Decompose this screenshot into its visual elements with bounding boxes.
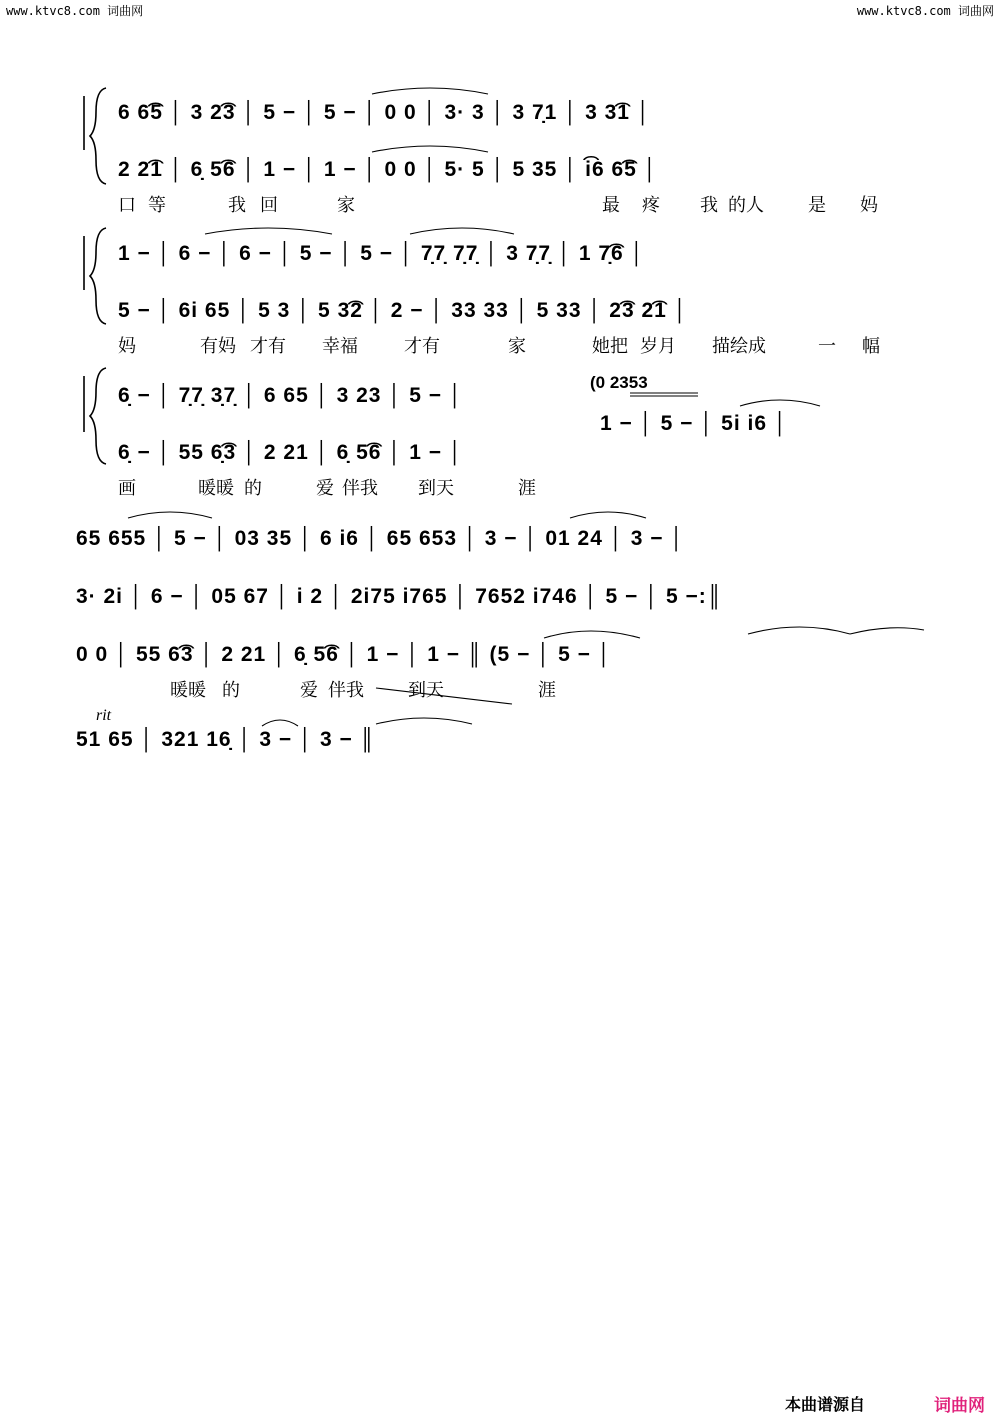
tie (372, 88, 488, 94)
lyric-syllable: 有妈 (200, 336, 236, 356)
lyric-syllable: 是 (808, 195, 826, 215)
melody-notes: 65 655 │ 5 − │ 03 35 │ 6 i6 │ 65 653 │ 3 − │ 01 24 │ 3 − │ (76, 527, 685, 550)
lyric-syllable: 暖暖 (170, 680, 206, 700)
tie (748, 627, 850, 634)
tie (850, 628, 924, 634)
lyric-syllable: 等 (148, 195, 166, 215)
lyric-syllable: 最 (602, 195, 620, 215)
lyric-syllable: 画 (118, 478, 136, 498)
upper-voice-line: 1 − │ 6 − │ 6 − │ 5 − │ 5 − │ 7̣7̣ 7̣7̣ │ 3 7̣7̣ │ 1 7̣͡6 │ (118, 242, 645, 265)
tie (205, 228, 332, 234)
lyric-syllable: 涯 (538, 680, 556, 700)
lyric-syllable: 的人 (728, 195, 764, 215)
lower-voice-line: 5 − │ 6i 65 │ 5 3 │ 5 3͡2 │ 2 − │ 33 33 │ 5 33 │ 2͡3 2͡1 │ (118, 299, 688, 322)
lyric-syllable: 她把 (592, 336, 628, 356)
brace (90, 88, 106, 184)
tie (410, 228, 514, 234)
lyric-syllable: 家 (508, 336, 526, 356)
lyric-syllable: 我 (228, 195, 246, 215)
tie (372, 146, 488, 152)
lyric-syllable: 妈 (118, 336, 136, 356)
lyric-syllable: 幸福 (322, 336, 358, 356)
footer-brand-logo[interactable]: 词曲网 (934, 1396, 985, 1416)
lyric-syllable: 伴我 (342, 478, 378, 498)
tie (544, 631, 640, 638)
tie (570, 512, 646, 518)
melody-line-5 (76, 583, 723, 610)
lyric-syllable: 到天 (418, 478, 454, 498)
melody-line-7 (76, 707, 472, 753)
lyric-syllable: 回 (260, 195, 278, 215)
tie (262, 720, 298, 726)
upper-voice-line: 6̣ − │ 7̣7̣ 3̣7̣ │ 6 65 │ 3 23 │ 5 − │ (118, 384, 463, 407)
lyric-syllable: 涯 (518, 478, 536, 498)
lyric-syllable: 到天 (408, 680, 444, 700)
melody-notes: 51 65 │ 321 16̣ │ 3 − │ 3 − ║ (76, 728, 376, 751)
hairline (376, 688, 512, 704)
header-site-right[interactable]: www.ktvc8.com 词曲网 (856, 4, 994, 18)
lyric-syllable: 妈 (860, 195, 878, 215)
tie (128, 512, 212, 518)
system-1 (84, 88, 878, 215)
lower-voice-line: 6̣ − │ 55 6̣͡3 │ 2 21 │ 6̣ 5͡6 │ 1 − │ (118, 441, 463, 464)
lower-voice-line: 2 2͡1 │ 6̣ 5͡6 │ 1 − │ 1 − │ 0 0 │ 5· 5 │ 5 35 │ i͡6 6͡5 │ (118, 158, 658, 181)
lyric-syllable: 口 (118, 195, 136, 215)
lyric-syllable: 一 (818, 336, 836, 356)
melody-notes: 3· 2i │ 6 − │ 05 67 │ i 2 │ 2i75 i765 │ 7652 i746 │ 5 − │ 5 −:║ (76, 585, 723, 608)
intro-notes: 1 − │ 5 − │ 5i i6 │ (600, 412, 788, 435)
system-3 (84, 368, 820, 498)
lyric-syllable: 伴我 (328, 680, 364, 700)
lyric-syllable: 家 (337, 195, 355, 215)
system-2 (84, 228, 880, 356)
tie (740, 400, 820, 406)
lyric-syllable: 幅 (862, 336, 880, 356)
header-site-left[interactable]: www.ktvc8.com 词曲网 (6, 4, 144, 18)
lyric-syllable: 的 (222, 680, 240, 700)
lyric-syllable: 爱 (316, 478, 334, 498)
lyric-syllable: 暖暖 (198, 478, 234, 498)
lyric-syllable: 的 (244, 478, 262, 498)
footer-source-label: 本曲谱源自 (785, 1395, 866, 1414)
upper-voice-line: 6 6͡5 │ 3 2͡3 │ 5 − │ 5 − │ 0 0 │ 3· 3 │ 3 7̣1 │ 3 3͡1 │ (118, 101, 651, 124)
tie (376, 718, 472, 724)
intro-bracket: (0 2353 (590, 373, 648, 392)
lyric-syllable: 描绘成 (712, 336, 766, 356)
rit-marking: rit (96, 707, 112, 724)
melody-line-6 (76, 627, 924, 704)
lyric-syllable: 才有 (250, 336, 286, 356)
lyric-syllable: 爱 (300, 680, 318, 700)
lyric-syllable: 疼 (642, 195, 660, 215)
melody-notes: 0 0 │ 55 6͡3 │ 2 21 │ 6̣ 5͡6 │ 1 − │ 1 − ║ (5 − │ 5 − │ (76, 643, 612, 666)
brace (90, 228, 106, 324)
lyric-syllable: 才有 (404, 336, 440, 356)
lyric-syllable: 岁月 (640, 336, 676, 356)
lyric-syllable: 我 (700, 195, 718, 215)
melody-line-4 (76, 512, 684, 552)
brace (90, 368, 106, 464)
